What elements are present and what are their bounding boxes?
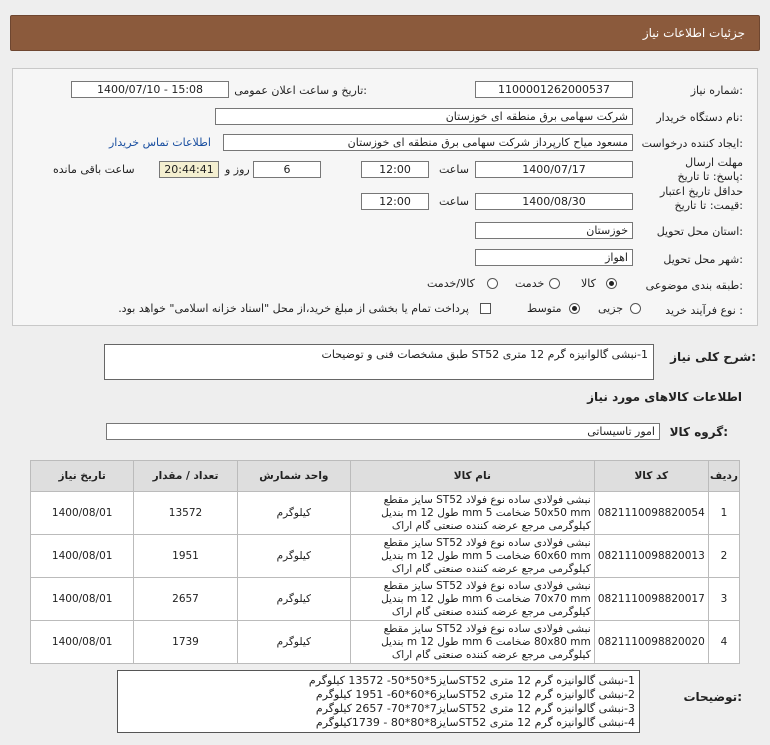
row-code: 0821110098820020 bbox=[594, 621, 708, 664]
row-name: نبشی فولادی ساده نوع فولاد ST52 سایز مقطع 70x70 mm ضخامت 6 mm طول 12 m بندیل کیلوگرمی مرجع عرضه کننده صنعتی گام اراک bbox=[350, 578, 594, 621]
process-radio-minor[interactable] bbox=[630, 303, 641, 314]
page-title: جزئیات اطلاعات نیاز bbox=[642, 26, 745, 40]
notes-line: 1-نبشی گالوانیزه گرم 12 متری ST52سایز5*50*50- 13572 کیلوگرم bbox=[308, 674, 635, 687]
row-code: 0821110098820013 bbox=[594, 535, 708, 578]
row-name: نبشی فولادی ساده نوع فولاد ST52 سایز مقطع 50x50 mm ضخامت 5 mm طول 12 m بندیل کیلوگرمی مرجع عرضه کننده صنعتی گام اراک bbox=[350, 492, 594, 535]
notes-label: توضیحات: bbox=[683, 690, 742, 704]
category-option-both: کالا/خدمت bbox=[427, 277, 475, 290]
remaining-label: ساعت باقی مانده bbox=[53, 163, 135, 176]
summary-box bbox=[104, 344, 654, 380]
notes-box bbox=[117, 670, 640, 733]
process-option-minor: جزیی bbox=[598, 302, 624, 315]
announce-label: تاریخ و ساعت اعلان عمومی: bbox=[234, 84, 367, 97]
row-code: 0821110098820054 bbox=[594, 492, 708, 535]
notes-line: 3-نبشی گالوانیزه گرم 12 متری ST52سایز7*70*70- 2657 کیلوگرم bbox=[315, 702, 635, 715]
goods-group-label: گروه کالا: bbox=[669, 425, 728, 439]
need-number-label: شماره نیاز: bbox=[690, 84, 743, 97]
buyer-org-field: شرکت سهامی برق منطقه ای خوزستان bbox=[215, 108, 633, 125]
row-index: 2 bbox=[708, 535, 739, 578]
announce-field: 1400/07/10 - 15:08 bbox=[71, 81, 229, 98]
summary-label: شرح کلی نیاز: bbox=[670, 350, 756, 364]
summary-text: 1-نبشی گالوانیزه گرم 12 متری ST52 طبق مشخصات فنی و توضیحات bbox=[321, 348, 648, 361]
row-unit: کیلوگرم bbox=[237, 492, 350, 535]
need-info-panel bbox=[12, 68, 758, 326]
validity-time-field: 12:00 bbox=[361, 193, 429, 210]
table-row bbox=[31, 535, 740, 578]
col-header-code: کد کالا bbox=[594, 461, 708, 492]
page-header bbox=[10, 15, 760, 51]
category-option-service: خدمت bbox=[515, 277, 545, 290]
col-header-qty: تعداد / مقدار bbox=[134, 461, 237, 492]
days-field: 6 bbox=[253, 161, 321, 178]
row-unit: کیلوگرم bbox=[237, 535, 350, 578]
validity-time-label: ساعت bbox=[439, 195, 469, 208]
table-row bbox=[31, 492, 740, 535]
row-index: 3 bbox=[708, 578, 739, 621]
notes-line: 4-نبشی گالوانیزه گرم 12 متری ST52سایز8*80*80 - 1739کیلوگرم bbox=[315, 716, 635, 729]
row-index: 4 bbox=[708, 621, 739, 664]
col-header-name: نام کالا bbox=[350, 461, 594, 492]
contact-buyer-link[interactable]: اطلاعات تماس خریدار bbox=[109, 136, 211, 149]
goods-table bbox=[30, 460, 740, 664]
city-field: اهواز bbox=[475, 249, 633, 266]
goods-section-title: اطلاعات کالاهای مورد نیاز bbox=[587, 390, 742, 404]
col-header-date: تاریخ نیاز bbox=[31, 461, 134, 492]
remaining-time-field: 20:44:41 bbox=[159, 161, 219, 178]
table-row bbox=[31, 578, 740, 621]
creator-field: مسعود میاح کارپرداز شرکت سهامی برق منطقه ای خوزستان bbox=[223, 134, 633, 151]
deadline-time-field: 12:00 bbox=[361, 161, 429, 178]
table-header-row bbox=[31, 461, 740, 492]
row-date: 1400/08/01 bbox=[31, 621, 134, 664]
row-qty: 1739 bbox=[134, 621, 237, 664]
deadline-date-field: 1400/07/17 bbox=[475, 161, 633, 178]
notes-line: 2-نبشی گالوانیزه گرم 12 متری ST52سایز6*60*60- 1951 کیلوگرم bbox=[315, 688, 635, 701]
category-option-goods: کالا bbox=[581, 277, 596, 290]
process-radio-medium[interactable] bbox=[569, 303, 580, 314]
row-code: 0821110098820017 bbox=[594, 578, 708, 621]
validity-date-field: 1400/08/30 bbox=[475, 193, 633, 210]
city-label: شهر محل تحویل: bbox=[663, 253, 743, 266]
category-radio-both[interactable] bbox=[487, 278, 498, 289]
row-unit: کیلوگرم bbox=[237, 621, 350, 664]
province-label: استان محل تحویل: bbox=[656, 225, 743, 238]
province-field: خوزستان bbox=[475, 222, 633, 239]
category-radio-goods[interactable] bbox=[606, 278, 617, 289]
deadline-label: مهلت ارسال پاسخ: تا تاریخ: bbox=[677, 156, 743, 183]
row-unit: کیلوگرم bbox=[237, 578, 350, 621]
row-qty: 1951 bbox=[134, 535, 237, 578]
col-header-index: ردیف bbox=[708, 461, 739, 492]
need-number-field: 1100001262000537 bbox=[475, 81, 633, 98]
row-index: 1 bbox=[708, 492, 739, 535]
col-header-unit: واحد شمارش bbox=[237, 461, 350, 492]
row-date: 1400/08/01 bbox=[31, 578, 134, 621]
process-label: نوع فرآیند خرید : bbox=[665, 304, 743, 317]
category-label: طبقه بندی موضوعی: bbox=[645, 279, 743, 292]
validity-label: حداقل تاریخ اعتبار قیمت: تا تاریخ: bbox=[659, 185, 743, 212]
row-date: 1400/08/01 bbox=[31, 535, 134, 578]
deadline-time-label: ساعت bbox=[439, 163, 469, 176]
days-label: روز و bbox=[225, 163, 250, 176]
goods-group-field: امور تاسیساتی bbox=[106, 423, 660, 440]
process-option-medium: متوسط bbox=[527, 302, 562, 315]
table-row bbox=[31, 621, 740, 664]
row-date: 1400/08/01 bbox=[31, 492, 134, 535]
category-radio-service[interactable] bbox=[549, 278, 560, 289]
creator-label: ایجاد کننده درخواست: bbox=[641, 137, 743, 150]
row-qty: 2657 bbox=[134, 578, 237, 621]
treasury-payment-note: پرداخت تمام یا بخشی از مبلغ خرید،از محل "اسناد خزانه اسلامی" خواهد بود. bbox=[118, 302, 469, 315]
treasury-payment-checkbox[interactable] bbox=[480, 303, 491, 314]
row-qty: 13572 bbox=[134, 492, 237, 535]
row-name: نبشی فولادی ساده نوع فولاد ST52 سایز مقطع 60x60 mm ضخامت 5 mm طول 12 m بندیل کیلوگرمی مرجع عرضه کننده صنعتی گام اراک bbox=[350, 535, 594, 578]
buyer-org-label: نام دستگاه خریدار: bbox=[656, 111, 743, 124]
row-name: نبشی فولادی ساده نوع فولاد ST52 سایز مقطع 80x80 mm ضخامت 6 mm طول 12 m بندیل کیلوگرمی مرجع عرضه کننده صنعتی گام اراک bbox=[350, 621, 594, 664]
